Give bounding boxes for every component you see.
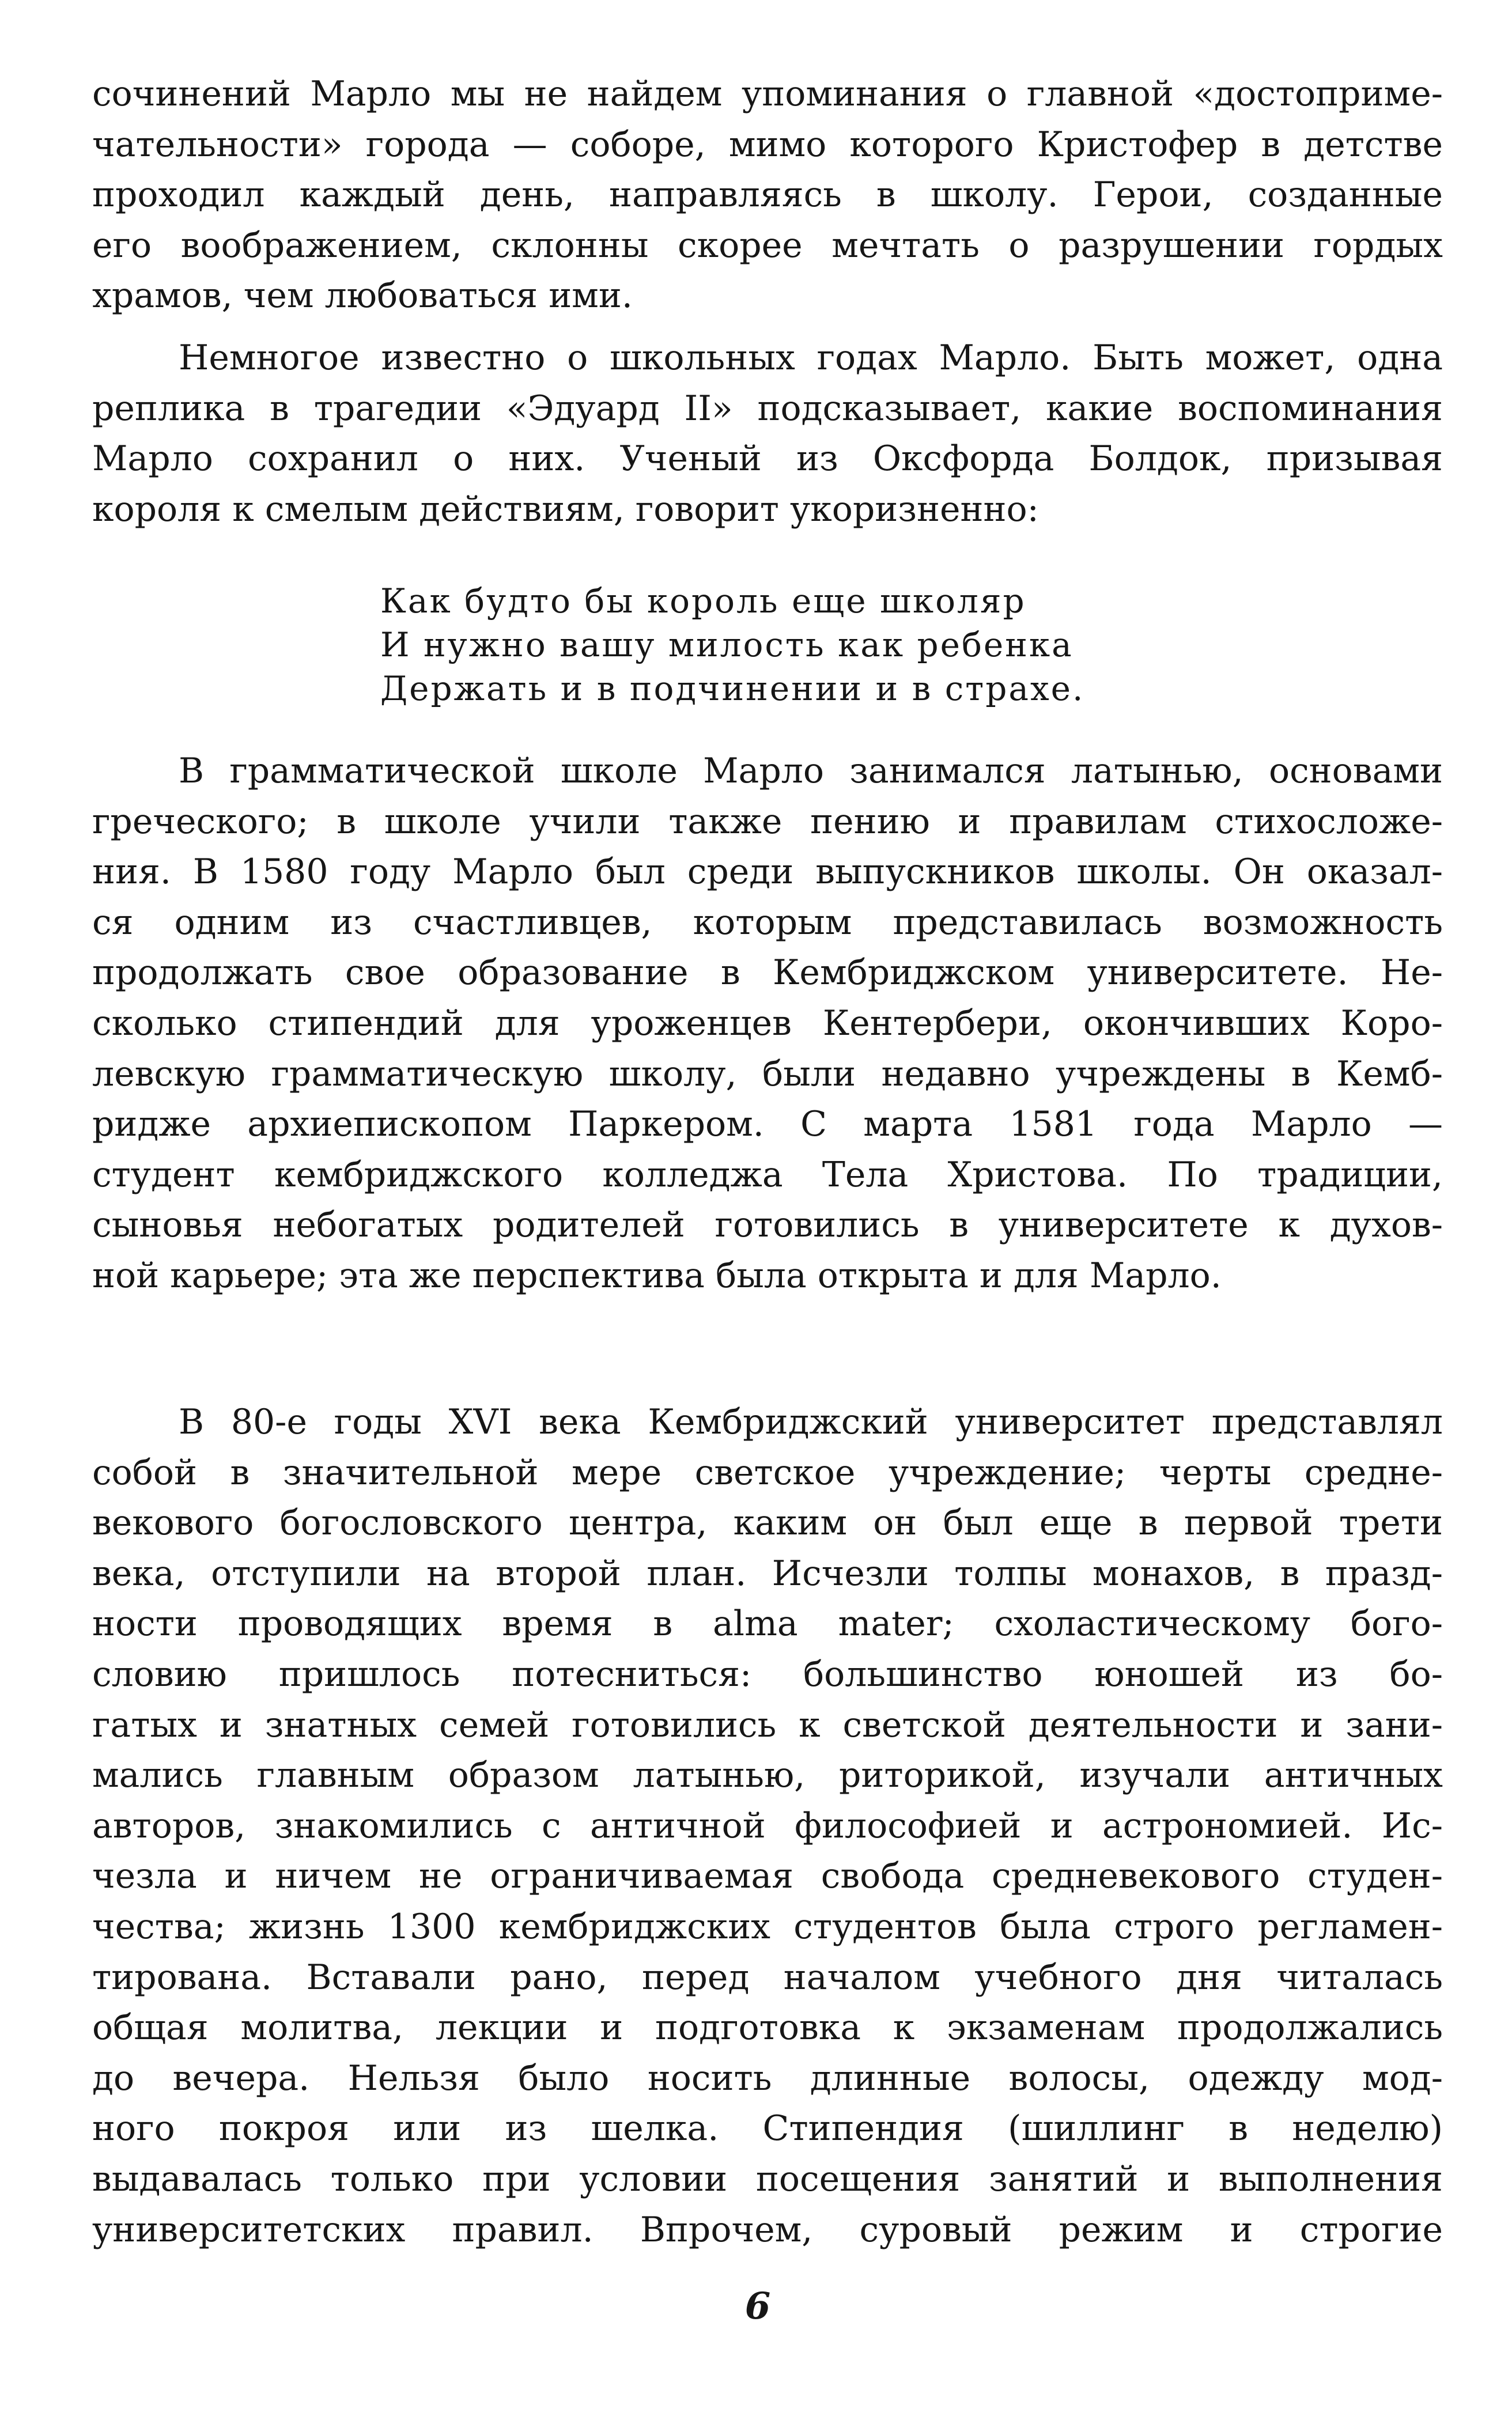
paragraph-2	[92, 333, 1443, 535]
text-line: чезла и ничем не ограничиваемая свобода средневекового студен-	[92, 1856, 1443, 1897]
text-line: храмов, чем любоваться ими.	[92, 275, 633, 316]
page-number: 6	[744, 2285, 771, 2328]
text-line: ся одним из счастливцев, которым представилась возможность	[92, 902, 1443, 943]
text-line: ридже архиепископом Паркером. С марта 1581 года Марло —	[92, 1104, 1443, 1145]
text-line: левскую грамматическую школу, были недавно учреждены в Кемб-	[92, 1053, 1443, 1094]
text-line: ности проводящих время в alma mater; схоластическому бого-	[92, 1604, 1443, 1644]
text-line: гатых и знатных семей готовились к светской деятельности и зани-	[92, 1704, 1443, 1745]
text-line: его воображением, склонны скорее мечтать о разрушении гордых	[92, 225, 1443, 266]
text-line: общая молитва, лекции и подготовка к экзаменам продолжались	[92, 2007, 1443, 2048]
text-line: сколько стипендий для уроженцев Кентербери, окончивших Коро-	[92, 1003, 1443, 1043]
text-line: Марло сохранил о них. Ученый из Оксфорда Болдок, призывая	[92, 438, 1443, 479]
text-line: авторов, знакомились с античной философией и астрономией. Ис-	[92, 1805, 1443, 1846]
text-line: греческого; в школе учили также пению и правилам стихосложе-	[92, 801, 1443, 842]
text-line: В грамматической школе Марло занимался латынью, основами	[179, 751, 1443, 791]
text-line: мались главным образом латынью, риторикой, изучали античных	[92, 1755, 1443, 1796]
verse-quote	[380, 579, 1084, 710]
paragraph-3	[92, 746, 1443, 1302]
text-line: Немногое известно о школьных годах Марло. Быть может, одна	[179, 338, 1443, 378]
text-line: сочинений Марло мы не найдем упоминания о главной «достоприме-	[92, 74, 1443, 114]
text-line: собой в значительной мере светское учреждение; черты средне-	[92, 1452, 1443, 1493]
text-line: словию пришлось потесниться: большинство юношей из бо-	[92, 1654, 1443, 1695]
paragraph-4	[92, 1397, 1443, 2255]
text-line: векового богословского центра, каким он был еще в первой трети	[92, 1503, 1443, 1544]
text-line: студент кембриджского колледжа Тела Христова. По традиции,	[92, 1154, 1443, 1195]
text-line: университетских правил. Впрочем, суровый режим и строгие	[92, 2209, 1443, 2250]
text-line: ной карьере; эта же перспектива была открыта и для Марло.	[92, 1255, 1222, 1296]
text-line: сыновья небогатых родителей готовились в университете к духов-	[92, 1205, 1443, 1246]
text-line: ного покроя или из шелка. Стипендия (шиллинг в неделю)	[92, 2108, 1443, 2149]
verse-line: И нужно вашу милость как ребенка	[380, 625, 1073, 664]
text-line: чества; жизнь 1300 кембриджских студентов была строго регламен-	[92, 1906, 1443, 1947]
text-line: чательности» города — соборе, мимо которого Кристофер в детстве	[92, 124, 1443, 165]
verse-line: Держать и в подчинении и в страхе.	[380, 669, 1085, 708]
verse-line: Как будто бы король еще школяр	[380, 581, 1026, 621]
text-line: до вечера. Нельзя было носить длинные волосы, одежду мод-	[92, 2058, 1443, 2098]
paragraph-1	[92, 69, 1443, 322]
text-line: продолжать свое образование в Кембриджском университете. Не-	[92, 952, 1443, 993]
text-line: проходил каждый день, направляясь в школу. Герои, созданные	[92, 175, 1443, 215]
text-line: короля к смелым действиям, говорит укоризненно:	[92, 489, 1039, 530]
text-line: тирована. Вставали рано, перед началом учебного дня читалась	[92, 1957, 1443, 1998]
text-line: выдавалась только при условии посещения занятий и выполнения	[92, 2158, 1443, 2199]
text-line: В 80-е годы XVI века Кембриджский университет представлял	[179, 1402, 1443, 1442]
text-line: века, отступили на второй план. Исчезли толпы монахов, в празд-	[92, 1553, 1443, 1594]
text-line: ния. В 1580 году Марло был среди выпускников школы. Он оказал-	[92, 852, 1443, 893]
text-line: реплика в трагедии «Эдуард II» подсказывает, какие воспоминания	[92, 388, 1443, 429]
